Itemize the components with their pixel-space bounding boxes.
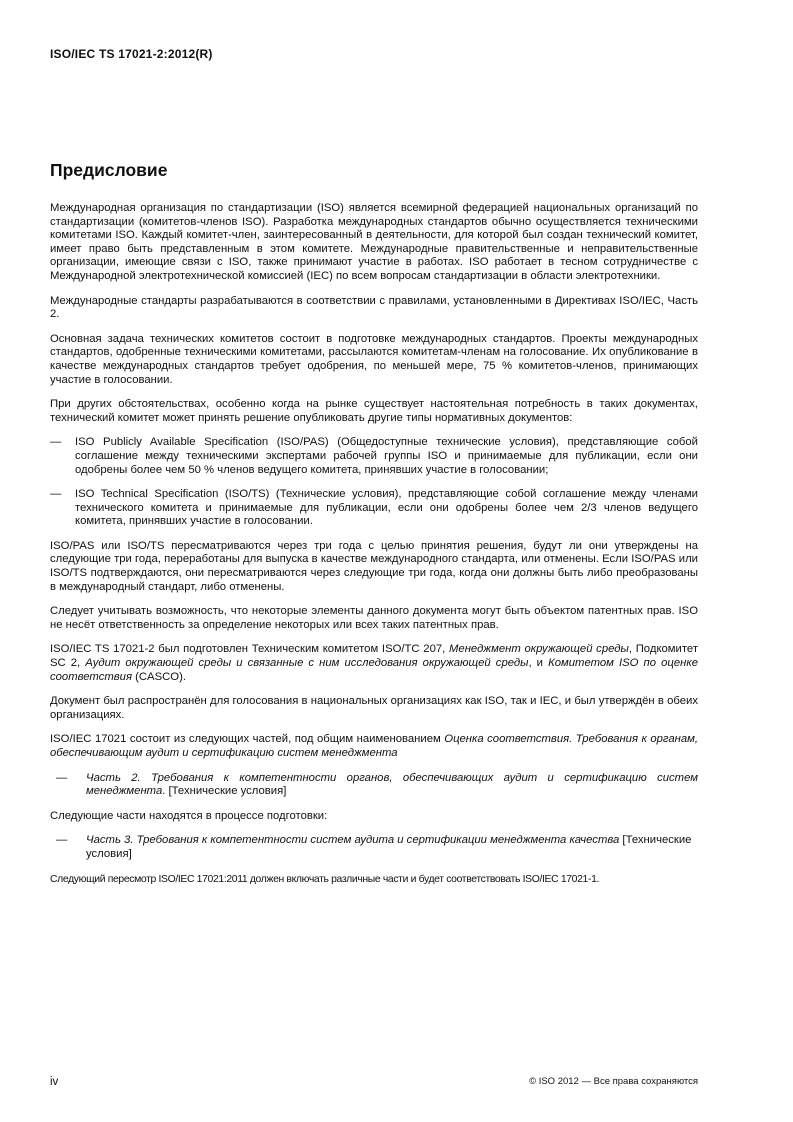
text-run: (CASCO). <box>132 670 186 683</box>
list-item-text <box>86 834 698 861</box>
paragraph-next-revision: Следующий пересмотр ISO/IEC 17021:2011 должен включать различные части и будет соответствовать ISO/IEC 17021-1. <box>50 873 600 885</box>
paragraph-in-preparation: Следующие части находятся в процессе подготовки: <box>50 809 328 822</box>
paragraph-review: ISO/PAS или ISO/TS пересматриваются через три года с целью принятия решения, будут ли они утверждены на следующие три года, переработаны для выпуска в качестве международного стандарта, или отменены. Если ISO/PAS или ISO/TS подтверждаются, они пересматриваются через следующие три года, когда они должны быть либо преобразованы в международный стандарт, либо отменены. <box>50 539 698 593</box>
part-2-title: Часть 2. Требования к компетентности органов, обеспечивающих аудит и сертификацию систем менеджмента <box>86 771 698 798</box>
part-3-title: Часть 3. Требования к компетентности систем аудита и сертификации менеджмента качества <box>86 834 620 847</box>
paragraph-prepared-by <box>50 643 698 684</box>
copyright-notice: © ISO 2012 — Все права сохраняются <box>529 1076 698 1087</box>
text-run: , Подкомитет SC 2, <box>50 643 698 670</box>
list-dash: — <box>56 834 68 847</box>
text-run: ISO/IEC TS 17021-2 был подготовлен Техническим комитетом ISO/TC 207, <box>50 643 449 656</box>
page-number: iv <box>50 1076 59 1088</box>
list-item-text: ISO Technical Specification (ISO/TS) (Технические условия), представляющие собой соглашение между членами технического комитета и принимаемые для публикации, если они одобрены более чем 2/3 членов ведущего комитета, принявших участие в голосовании. <box>75 488 698 528</box>
text-run: , и <box>528 657 549 670</box>
list-dash: — <box>50 436 62 449</box>
list-item-part-3 <box>56 834 698 861</box>
paragraph-iso-intro: Международная организация по стандартизации (ISO) является всемирной федерацией национальных организаций по стандартизации (комитетов-членов ISO). Разработка международных стандартов обычно осуществляется техническими комитетами ISO. Каждый комитет-член, заинтересованный в деятельности, для которой был создан технический комитет, имеет право быть представленным в этом комитете. Международные правительственные и неправительственные организации, имеющие связи с ISO, также принимают участие в работах. ISO работает в тесном сотрудничестве с Международной электротехнической комиссией (IEC) по всем вопросам стандартизации в области электротехники. <box>50 202 698 282</box>
casco-name: Комитетом ISO по оценке соответствия <box>50 657 698 683</box>
paragraph-parts <box>50 733 698 760</box>
list-dash: — <box>56 771 68 784</box>
paragraph-directives: Международные стандарты разрабатываются в соответствии с правилами, установленными в Директивах ISO/IEC, Часть 2. <box>50 294 698 321</box>
committee-name: Менеджмент окружающей среды <box>449 643 629 656</box>
paragraph-patents: Следует учитывать возможность, что некоторые элементы данного документа могут быть объектом патентных прав. ISO не несёт ответственность за определение некоторых или всех таких патентных прав. <box>50 605 698 631</box>
list-item-ts <box>50 488 698 529</box>
page-title: Предисловие <box>50 160 168 180</box>
document-id: ISO/IEC TS 17021-2:2012(R) <box>50 47 213 61</box>
list-item-text: ISO Publicly Available Specification (ISO/PAS) (Общедоступные технические условия), представляющие собой соглашение между техническими экспертами рабочей группы ISO и принимаемые для публикации, если они одобрены более чем 50 % членов ведущего комитета, принявших участие в голосовании; <box>75 436 698 476</box>
list-item-part-2 <box>56 772 698 799</box>
list-item-text <box>86 772 698 799</box>
list-dash: — <box>50 488 62 501</box>
text-run: . [Технические условия] <box>162 785 287 798</box>
subcommittee-name: Аудит окружающей среды и связанные с ним исследования окружающей среды <box>85 657 529 670</box>
foreword-body <box>50 202 698 897</box>
list-item-pas <box>50 436 698 477</box>
paragraph-voting: Документ был распространён для голосования в национальных организациях как ISO, так и IEC, и был утверждён в обеих организациях. <box>50 695 698 721</box>
text-run: ISO/IEC 17021 состоит из следующих частей, под общим наименованием <box>50 733 445 746</box>
paragraph-other-documents: При других обстоятельствах, особенно когда на рынке существует настоятельная потребность в таких документах, технический комитет может принять решение опубликовать другие типы нормативных документов: <box>50 398 698 424</box>
paragraph-committees: Основная задача технических комитетов состоит в подготовке международных стандартов. Проекты международных стандартов, одобренные техническими комитетами, рассылаются комитетам-членам на голосование. Их опубликование в качестве международных стандартов требует одобрения, по меньшей мере, 75 % комитетов-членов, принимающих участие в голосовании. <box>50 332 698 386</box>
text-run: [Технические условия] <box>86 834 692 860</box>
general-title: Оценка соответствия. Требования к органам, обеспечивающим аудит и сертификацию систем менеджмента <box>50 733 698 759</box>
